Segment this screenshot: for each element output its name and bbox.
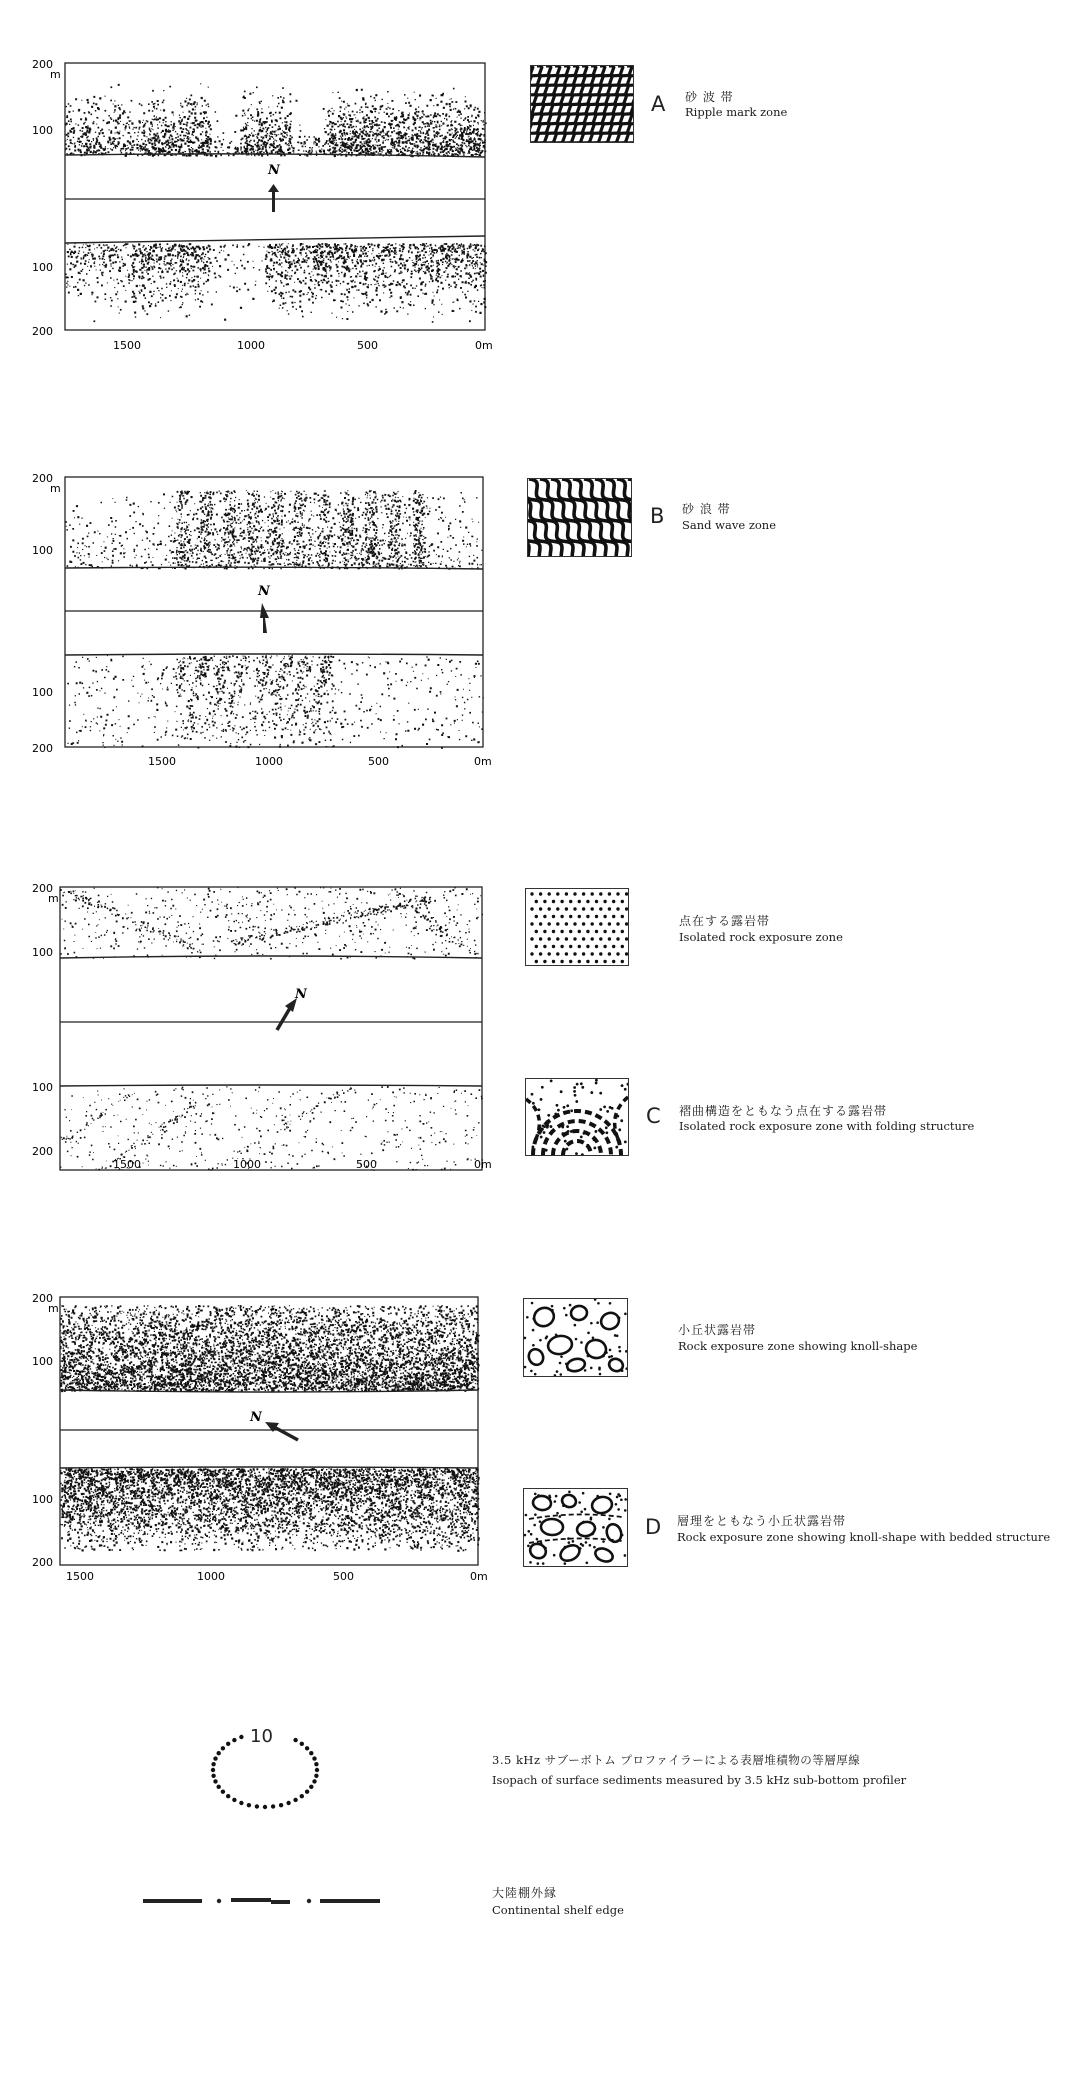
y-label-100: 100 (32, 544, 53, 557)
legend-d-ja: 層理をともなう小丘状露岩帯 (677, 1514, 847, 1528)
y-label-100-lower: 100 (32, 261, 53, 274)
legend-c1-ja: 点在する露岩帯 (679, 914, 771, 928)
x-tick-1500: 1500 (113, 339, 141, 352)
legend-d1-ja: 小丘状露岩帯 (678, 1323, 757, 1337)
north-label: N (258, 584, 270, 599)
x-tick-0m: 0m (474, 755, 492, 768)
y-label-200-lower: 200 (32, 325, 53, 338)
x-tick-0m: 0m (474, 1158, 492, 1171)
legend-c1-en: Isolated rock exposure zone (679, 930, 843, 944)
profile-a-sonar (0, 0, 520, 360)
north-label: N (268, 163, 280, 178)
legend-letter-a: A (651, 92, 666, 116)
y-label-100: 100 (32, 1355, 53, 1368)
north-label: N (295, 987, 307, 1002)
legend-b-en: Sand wave zone (682, 518, 777, 532)
legend-letter-b: B (650, 504, 665, 528)
y-label-200-lower: 200 (32, 1145, 53, 1158)
isopach-en: Isopach of surface sediments measured by 3.5 kHz sub-bottom profiler (492, 1773, 907, 1787)
x-tick-1000: 1000 (255, 755, 283, 768)
y-label-200-lower: 200 (32, 742, 53, 755)
x-tick-500: 500 (356, 1158, 377, 1171)
profile-c-sonar (0, 870, 520, 1200)
legend-letter-c: C (646, 1104, 661, 1128)
y-label-100: 100 (32, 946, 53, 959)
y-label-200-lower: 200 (32, 1556, 53, 1569)
knoll-rock-swatch (523, 1298, 628, 1377)
shelf-en: Continental shelf edge (492, 1903, 624, 1917)
legend-d1-en: Rock exposure zone showing knoll-shape (678, 1339, 918, 1353)
legend-a-ja: 砂 波 帯 (685, 90, 734, 104)
y-unit: m (50, 482, 61, 495)
shelf-ja: 大陸棚外縁 (492, 1886, 558, 1900)
legend-c-ja: 褶曲構造をともなう点在する露岩帯 (679, 1104, 888, 1118)
legend-a-en: Ripple mark zone (685, 105, 788, 119)
y-unit: m (48, 892, 59, 905)
legend-letter-d: D (645, 1515, 662, 1539)
x-tick-500: 500 (368, 755, 389, 768)
y-label-200: 200 (32, 882, 53, 895)
isolated-rock-swatch (525, 888, 629, 966)
y-label-200: 200 (32, 1292, 53, 1305)
y-unit: m (50, 68, 61, 81)
x-tick-1500: 1500 (66, 1570, 94, 1583)
bedded-knoll-swatch (523, 1488, 628, 1567)
y-label-200: 200 (32, 472, 53, 485)
x-tick-1000: 1000 (233, 1158, 261, 1171)
profile-d-sonar (0, 1280, 520, 1610)
legend-d-en: Rock exposure zone showing knoll-shape with bedded structure (677, 1530, 1051, 1544)
legend-b-ja: 砂 浪 帯 (682, 502, 731, 516)
x-tick-1000: 1000 (237, 339, 265, 352)
x-tick-0m: 0m (475, 339, 493, 352)
isopach-ja: 3.5 kHz サブーボトム プロファイラーによる表層堆積物の等層厚線 (492, 1753, 861, 1767)
x-tick-500: 500 (333, 1570, 354, 1583)
isopach-value: 10 (250, 1726, 273, 1747)
y-unit: m (48, 1302, 59, 1315)
profile-b-sonar (0, 450, 520, 780)
legend-c-en: Isolated rock exposure zone with folding structure (679, 1119, 975, 1133)
x-tick-1500: 1500 (148, 755, 176, 768)
x-tick-0m: 0m (470, 1570, 488, 1583)
shelf-edge-line (140, 1892, 390, 1912)
y-label-100-lower: 100 (32, 686, 53, 699)
north-label: N (250, 1410, 262, 1425)
y-label-100-lower: 100 (32, 1493, 53, 1506)
sand-wave-swatch (527, 478, 632, 557)
x-tick-500: 500 (357, 339, 378, 352)
profile-a (0, 0, 1088, 360)
y-label-100-lower: 100 (32, 1081, 53, 1094)
y-label-200: 200 (32, 58, 53, 71)
x-tick-1000: 1000 (197, 1570, 225, 1583)
ripple-mark-swatch (530, 65, 634, 143)
isopach-symbol (190, 1720, 340, 1820)
y-label-100: 100 (32, 124, 53, 137)
x-tick-1500: 1500 (113, 1158, 141, 1171)
folding-rock-swatch (525, 1078, 629, 1156)
